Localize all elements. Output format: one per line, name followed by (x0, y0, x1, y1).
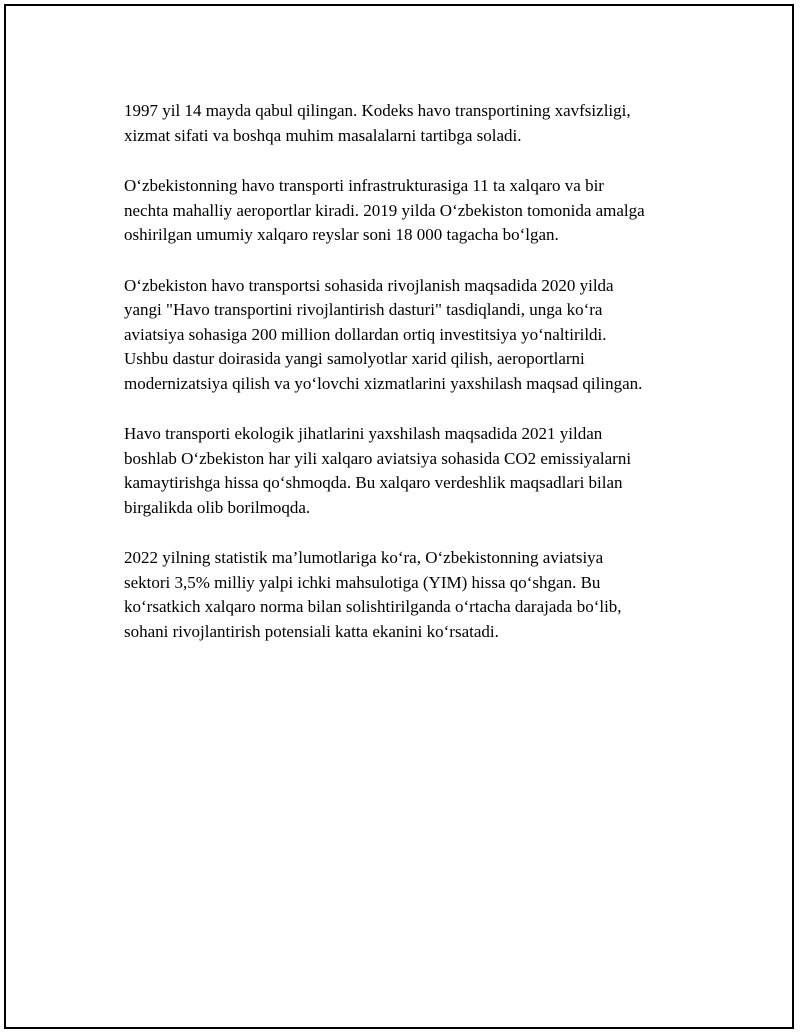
paragraph-line: sohani rivojlantirish potensiali katta ekanini ko‘rsatadi. (124, 621, 499, 641)
paragraph-line: sektori 3,5% milliy yalpi ichki mahsulotiga (YIM) hissa qo‘shgan. Bu (124, 572, 601, 592)
paragraph-2 (124, 174, 694, 248)
paragraph-3 (124, 274, 694, 397)
paragraph-line: birgalikda olib borilmoqda. (124, 497, 311, 517)
paragraph-line: Havo transporti ekologik jihatlarini yaxshilash maqsadida 2021 yildan (124, 424, 603, 443)
paragraph-5 (124, 546, 694, 644)
paragraph-line: modernizatsiya qilish va yo‘lovchi xizmatlarini yaxshilash maqsad qilingan. (124, 373, 643, 393)
paragraph-line: O‘zbekiston havo transportsi sohasida rivojlanish maqsadida 2020 yilda (124, 275, 614, 295)
document-body (124, 99, 694, 670)
paragraph-line: nechta mahalliy aeroportlar kiradi. 2019 yilda O‘zbekiston tomonida amalga (124, 200, 645, 220)
paragraph-line: O‘zbekistonning havo transporti infrastrukturasiga 11 ta xalqaro va bir (124, 176, 604, 195)
page-frame (4, 4, 794, 1029)
paragraph-line: oshirilgan umumiy xalqaro reyslar soni 18 000 tagacha bo‘lgan. (124, 225, 559, 244)
paragraph-4 (124, 422, 694, 520)
paragraph-line: boshlab O‘zbekiston har yili xalqaro aviatsiya sohasida CO2 emissiyalarni (124, 448, 632, 468)
paragraph-line: aviatsiya sohasiga 200 million dollardan ortiq investitsiya yo‘naltirildi. (124, 324, 607, 344)
paragraph-line: 2022 yilning statistik ma’lumotlariga ko‘ra, O‘zbekistonning aviatsiya (124, 548, 604, 567)
paragraph-line: Ushbu dastur doirasida yangi samolyotlar xarid qilish, aeroportlarni (124, 349, 585, 368)
paragraph-line: xizmat sifati va boshqa muhim masalalarni tartibga soladi. (124, 125, 522, 145)
paragraph-line: ko‘rsatkich xalqaro norma bilan solishtirilganda o‘rtacha darajada bo‘lib, (124, 597, 622, 616)
paragraph-line: yangi "Havo transportini rivojlantirish dasturi" tasdiqlandi, unga ko‘ra (124, 300, 603, 319)
paragraph-line: 1997 yil 14 mayda qabul qilingan. Kodeks havo transportining xavfsizligi, (124, 101, 631, 120)
paragraph-1 (124, 99, 694, 148)
paragraph-line: kamaytirishga hissa qo‘shmoqda. Bu xalqaro verdeshlik maqsadlari bilan (124, 473, 623, 492)
